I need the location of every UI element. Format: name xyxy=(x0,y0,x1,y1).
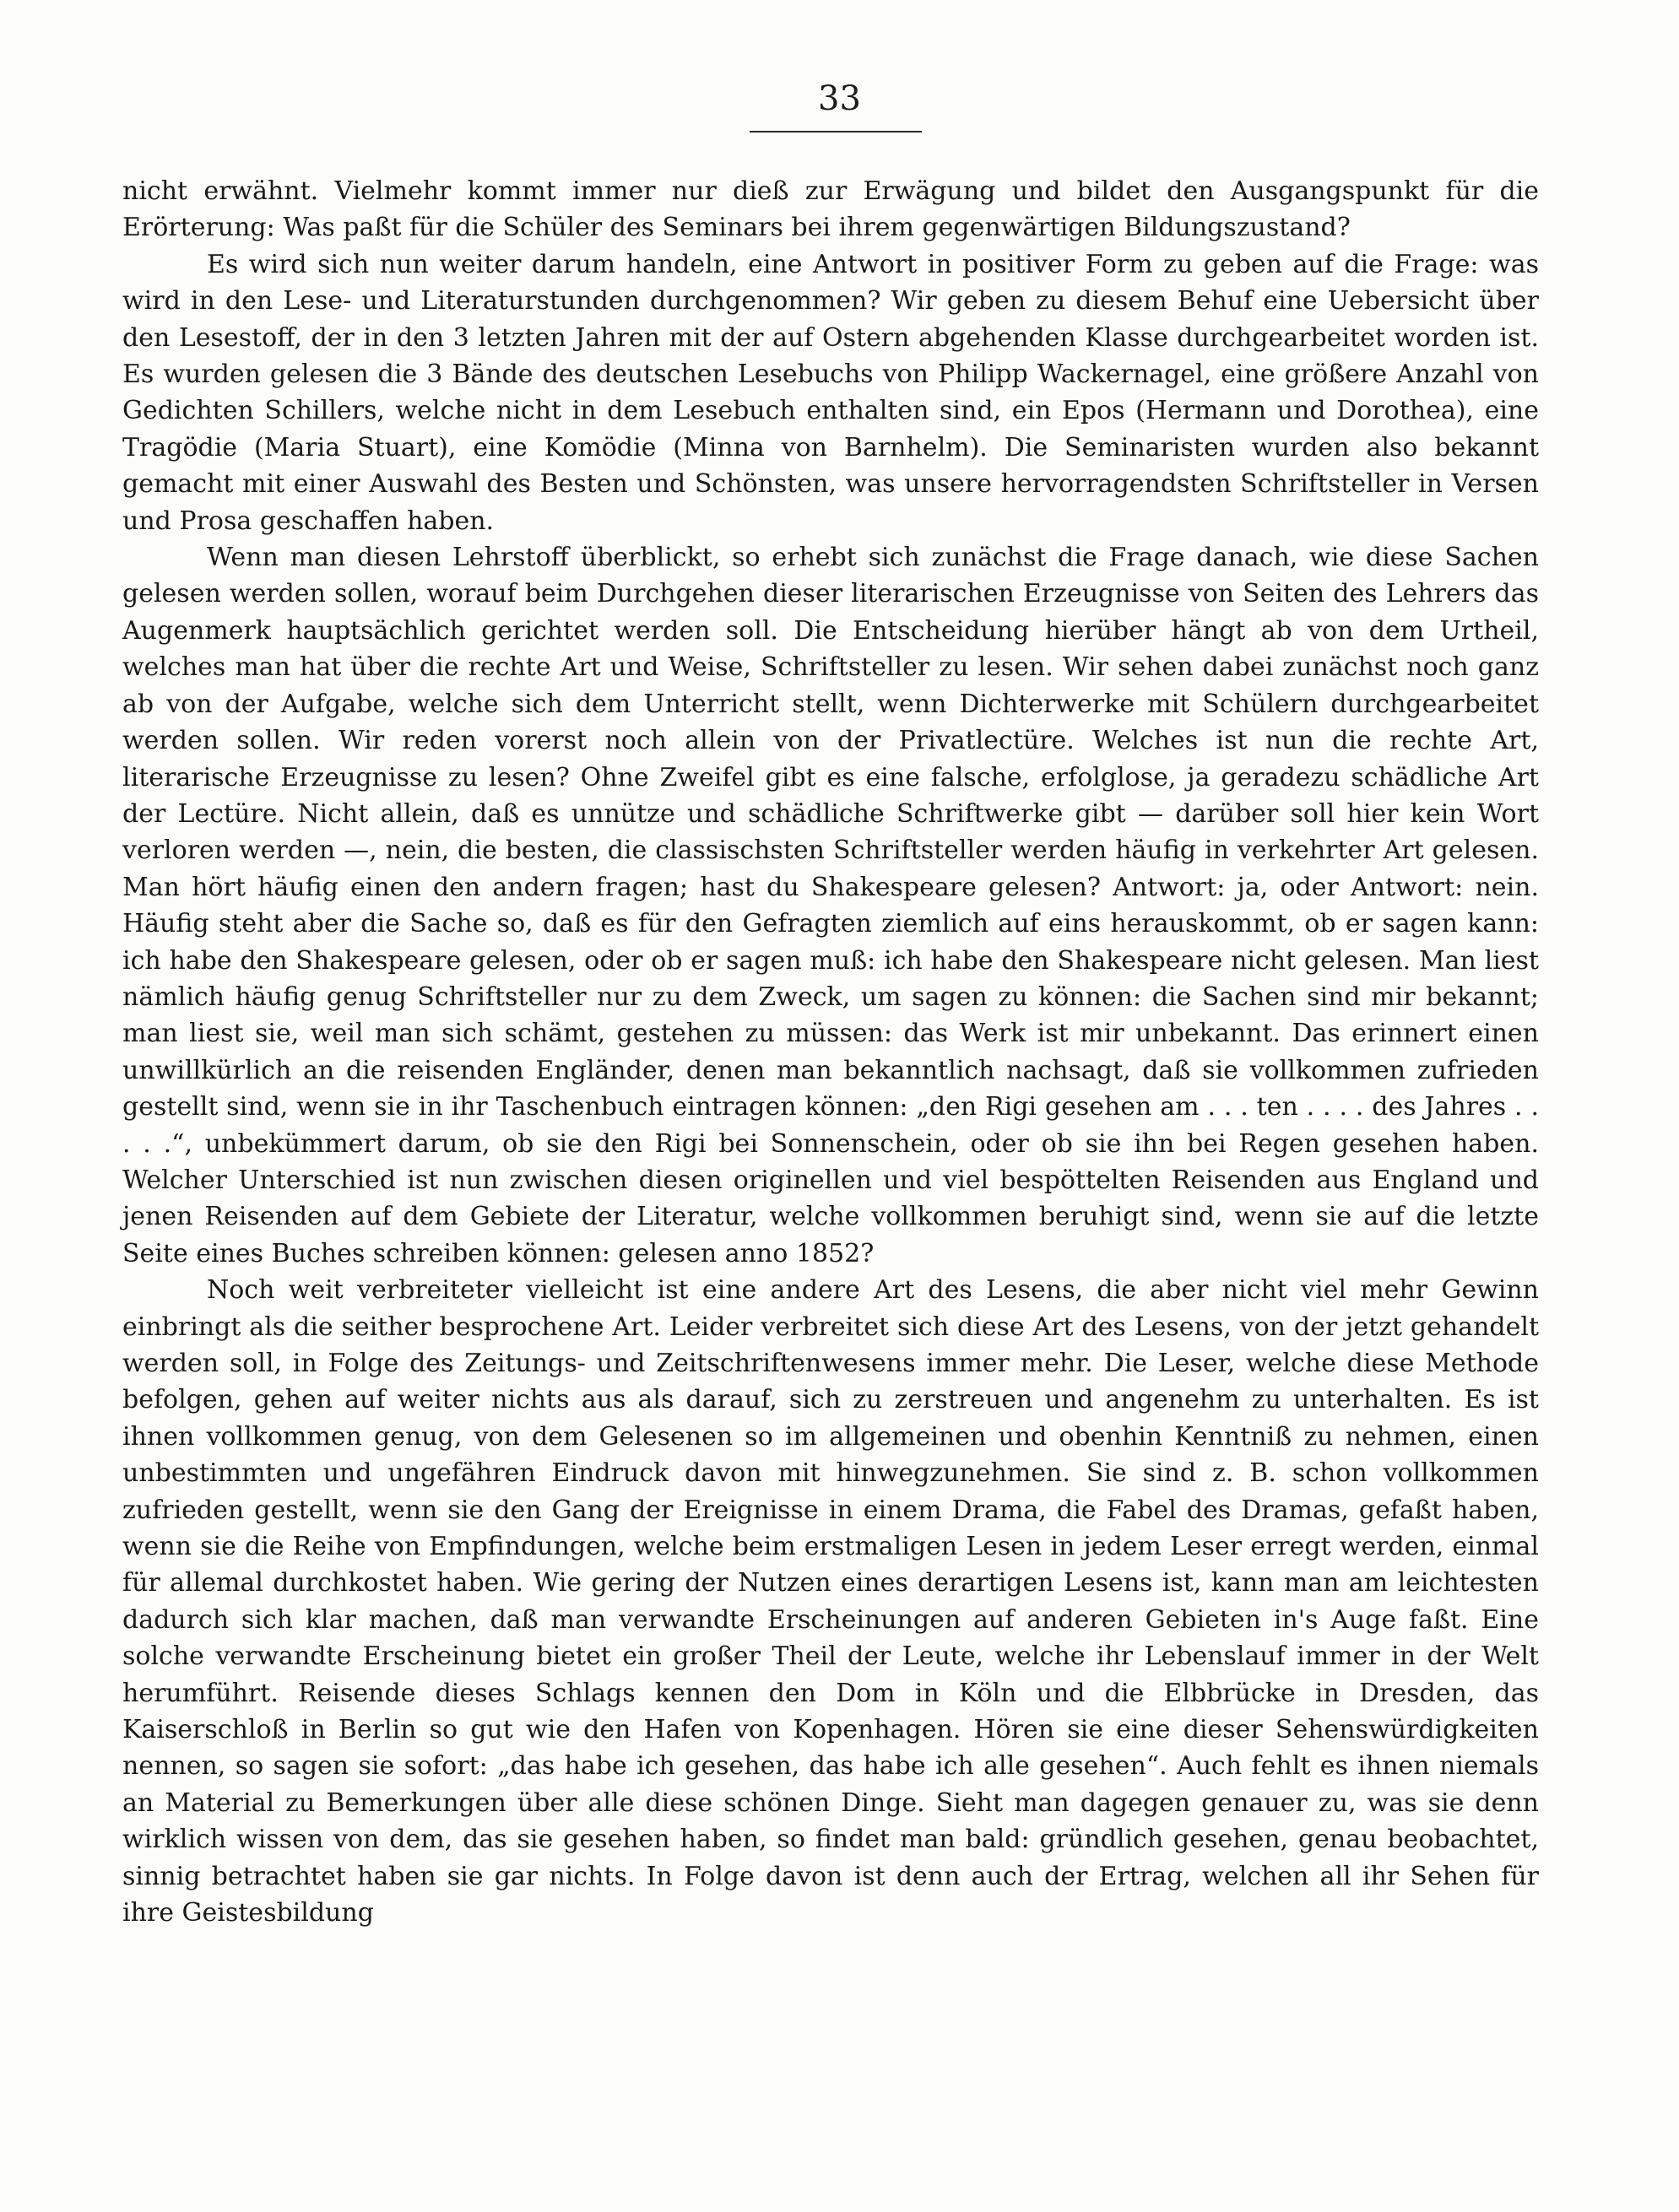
header-rule xyxy=(750,131,922,133)
paragraph-superficial-reading: Noch weit verbreiteter vielleicht ist eine andere Art des Lesens, die aber nicht viel mehr Gewinn einbringt als die seither besprochene Art. Leider verbreitet sich diese Art des Lesens, von der jetzt gehandelt werden soll, in Folge des Zeitungs- und Zeitschriftenwesens immer mehr. Die Leser, welche diese Methode befolgen, gehen auf weiter nichts aus als darauf, sich zu zerstreuen und angenehm zu unterhalten. Es ist ihnen vollkommen genug, von dem Gelesenen so im allgemeinen und obenhin Kenntniß zu nehmen, einen unbestimmten und ungefähren Eindruck davon mit hinwegzunehmen. Sie sind z. B. schon vollkommen zufrieden gestellt, wenn sie den Gang der Ereignisse in einem Drama, die Fabel des Dramas, gefaßt haben, wenn sie die Reihe von Empfindungen, welche beim erstmaligen Lesen in jedem Leser erregt werden, einmal für allemal durchkostet haben. Wie gering der Nutzen eines derartigen Lesens ist, kann man am leichtesten dadurch sich klar machen, daß man verwandte Erscheinungen auf anderen Gebieten in's Auge faßt. Eine solche verwandte Erscheinung bietet ein großer Theil der Leute, welche ihr Lebenslauf immer in der Welt herumführt. Reisende dieses Schlags kennen den Dom in Köln und die Elbbrücke in Dresden, das Kaiserschloß in Berlin so gut wie den Hafen von Kopenhagen. Hören sie eine dieser Sehenswürdigkeiten nennen, so sagen sie sofort: „das habe ich gesehen, das habe ich alle gesehen“. Auch fehlt es ihnen niemals an Material zu Bemerkungen über alle diese schönen Dinge. Sieht man dagegen genauer zu, was sie denn wirklich wissen von dem, das sie gesehen haben, so findet man bald: gründlich gesehen, genau beobachtet, sinnig betrachtet haben sie gar nichts. In Folge davon ist denn auch der Ertrag, welchen all ihr Sehen für ihre Geistesbildung xyxy=(122,1275,1539,1928)
paragraph-continuation: nicht erwähnt. Vielmehr kommt immer nur dieß zur Erwägung und bildet den Ausgangspunkt für die Erörterung: Was paßt für die Schüler des Seminars bei ihrem gegenwärtigen Bildungszustand? xyxy=(122,176,1539,243)
page-number: 33 xyxy=(818,79,861,118)
paragraph-reading-material: Es wird sich nun weiter darum handeln, eine Antwort in positiver Form zu geben auf die Frage: was wird in den Lese- und Literaturstunden durchgenommen? Wir geben zu diesem Behuf eine Uebersicht über den Lesestoff, der in den 3 letzten Jahren mit der auf Ostern abgehenden Klasse durchgearbeitet worden ist. Es wurden gelesen die 3 Bände des deutschen Lesebuchs von Philipp Wackernagel, eine größere Anzahl von Gedichten Schillers, welche nicht in dem Lesebuch enthalten sind, ein Epos (Hermann und Dorothea), eine Tragödie (Maria Stuart), eine Komödie (Minna von Barnhelm). Die Seminaristen wurden also bekannt gemacht mit einer Auswahl des Besten und Schönsten, was unsere hervorragendsten Schriftsteller in Versen und Prosa geschaffen haben. xyxy=(122,249,1539,536)
page-text xyxy=(122,173,1539,1932)
paragraph-right-way-of-reading: Wenn man diesen Lehrstoff überblickt, so erhebt sich zunächst die Frage danach, wie diese Sachen gelesen werden sollen, worauf beim Durchgehen dieser literarischen Erzeugnisse von Seiten des Lehrers das Augenmerk hauptsächlich gerichtet werden soll. Die Entscheidung hierüber hängt ab von dem Urtheil, welches man hat über die rechte Art und Weise, Schriftsteller zu lesen. Wir sehen dabei zunächst noch ganz ab von der Aufgabe, welche sich dem Unterricht stellt, wenn Dichterwerke mit Schülern durchgearbeitet werden sollen. Wir reden vorerst noch allein von der Privatlectüre. Welches ist nun die rechte Art, literarische Erzeugnisse zu lesen? Ohne Zweifel gibt es eine falsche, erfolglose, ja geradezu schädliche Art der Lectüre. Nicht allein, daß es unnütze und schädliche Schriftwerke gibt — darüber soll hier kein Wort verloren werden —, nein, die besten, die classischsten Schriftsteller werden häufig in verkehrter Art gelesen. Man hört häufig einen den andern fragen; hast du Shakespeare gelesen? Antwort: ja, oder Antwort: nein. Häufig steht aber die Sache so, daß es für den Gefragten ziemlich auf eins herauskommt, ob er sagen kann: ich habe den Shakespeare gelesen, oder ob er sagen muß: ich habe den Shakespeare nicht gelesen. Man liest nämlich häufig genug Schriftsteller nur zu dem Zweck, um sagen zu können: die Sachen sind mir bekannt; man liest sie, weil man sich schämt, gestehen zu müssen: das Werk ist mir unbekannt. Das erinnert einen unwillkürlich an die reisenden Engländer, denen man bekanntlich nachsagt, daß sie vollkommen zufrieden gestellt sind, wenn sie in ihr Taschenbuch eintragen können: „den Rigi gesehen am . . . ten . . . . des Jahres . . . . .“, unbekümmert darum, ob sie den Rigi bei Sonnenschein, oder ob sie ihn bei Regen gesehen haben. Welcher Unterschied ist nun zwischen diesen originellen und viel bespöttelten Reisenden aus England und jenen Reisenden auf dem Gebiete der Literatur, welche vollkommen beruhigt sind, wenn sie auf die letzte Seite eines Buches schreiben können: gelesen anno 1852? xyxy=(122,543,1539,1268)
